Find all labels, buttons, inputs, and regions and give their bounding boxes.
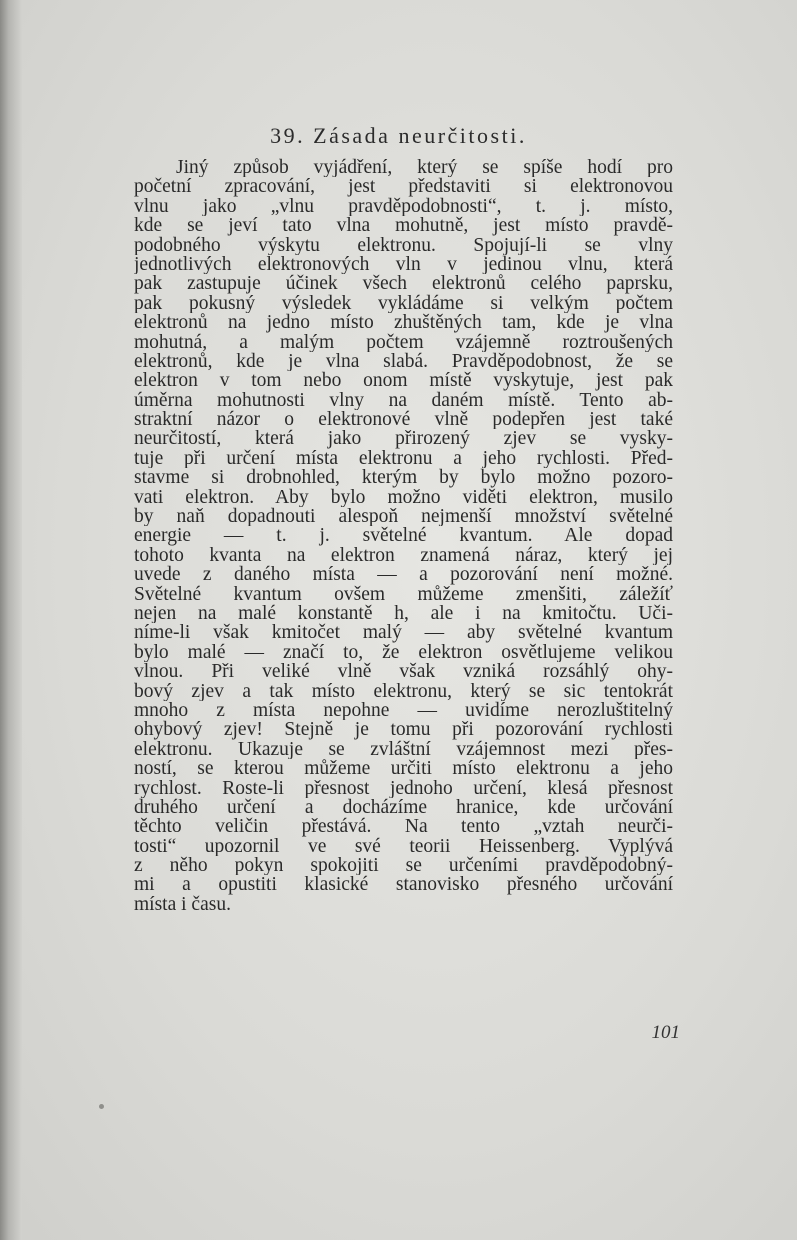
text-line: místa i času. — [134, 894, 231, 915]
text-line: mohutná, a malým počtem vzájemně roztroušených — [134, 332, 673, 352]
paper-speck — [99, 1104, 104, 1109]
text-line: mnoho z místa nepohne — uvidíme nerozluštitelný — [134, 700, 673, 721]
text-line: bylo malé — značí to, že elektron osvětlujeme velikou — [134, 642, 673, 663]
text-line: tohoto kvanta na elektron znamená náraz, který jej — [134, 545, 673, 566]
text-line: z něho pokyn spokojiti se určeními pravděpodobný- — [134, 856, 673, 876]
text-line: tosti“ upozornil ve své teorii Heissenberg. Vyplývá — [134, 836, 673, 857]
text-line: Světelné kvantum ovšem můžeme zmenšiti, záležíť — [134, 584, 673, 604]
page-number: 101 — [651, 1022, 680, 1043]
text-line: tuje při určení místa elektronu a jeho rychlosti. Před- — [134, 448, 673, 469]
text-line: stavme si drobnohled, kterým by bylo možno pozoro- — [134, 468, 673, 488]
text-line: níme-li však kmitočet malý — aby světelné kvantum — [134, 623, 673, 643]
text-line: jednotlivých elektronových vln v jedinou vlnu, která — [134, 254, 673, 275]
text-line: rychlost. Roste-li přesnost jednoho určení, klesá přesnost — [134, 778, 673, 798]
text-line: by naň dopadnouti alespoň nejmenší množství světelné — [134, 507, 673, 527]
text-line: uvede z daného místa — a pozorování není možné. — [134, 565, 673, 585]
text-line: Jiný způsob vyjádření, který se spíše hodí pro — [176, 158, 673, 178]
text-line: elektronů na jedno místo zhuštěných tam, kde je vlna — [134, 313, 673, 333]
text-line: elektronu. Ukazuje se zvláštní vzájemnost mezi přes- — [134, 739, 673, 760]
section-heading: 39. Zásada neurčitosti. — [270, 123, 527, 148]
body-text — [134, 158, 673, 914]
text-line: ností, se kterou můžeme určiti místo elektronu a jeho — [134, 759, 673, 779]
text-line: vlnu jako „vlnu pravděpodobnosti“, t. j. místo, — [134, 196, 673, 217]
text-line: pak pokusný výsledek vykládáme si velkým počtem — [134, 293, 673, 314]
text-line: neurčitostí, která jako přirozený zjev se vysky- — [134, 429, 673, 449]
text-line: úměrna mohutnosti vlny na daném místě. Tento ab- — [134, 390, 673, 411]
text-line: vati elektron. Aby bylo možno viděti elektron, musilo — [134, 487, 673, 508]
text-line: bový zjev a tak místo elektronu, který se sic tentokrát — [134, 681, 673, 701]
text-line: druhého určení a docházíme hranice, kde určování — [134, 797, 673, 818]
text-line: těchto veličin přestává. Na tento „vztah neurči- — [134, 817, 673, 837]
text-line: pak zastupuje účinek všech elektronů celého paprsku, — [134, 274, 673, 294]
page-gutter — [0, 0, 22, 1240]
text-line: elektron v tom nebo onom místě vyskytuje, jest pak — [134, 371, 673, 391]
text-line: nejen na malé konstantě h, ale i na kmitočtu. Uči- — [134, 603, 673, 624]
text-line: elektronů, kde je vlna slabá. Pravděpodobnost, že se — [134, 351, 673, 372]
text-line: ohybový zjev! Stejně je tomu při pozorování rychlosti — [134, 720, 673, 740]
text-line: početní zpracování, jest představiti si elektronovou — [134, 177, 673, 197]
text-line: kde se jeví tato vlna mohutně, jest místo pravdě- — [134, 216, 673, 236]
text-line: mi a opustiti klasické stanovisko přesného určování — [134, 875, 673, 895]
text-line: energie — t. j. světelné kvantum. Ale dopad — [134, 526, 673, 546]
text-line: straktní názor o elektronové vlně podepřen jest také — [134, 410, 673, 430]
text-line: podobného výskytu elektronu. Spojují-li se vlny — [134, 235, 673, 255]
text-line: vlnou. Při veliké vlně však vzniká rozsáhlý ohy- — [134, 662, 673, 682]
